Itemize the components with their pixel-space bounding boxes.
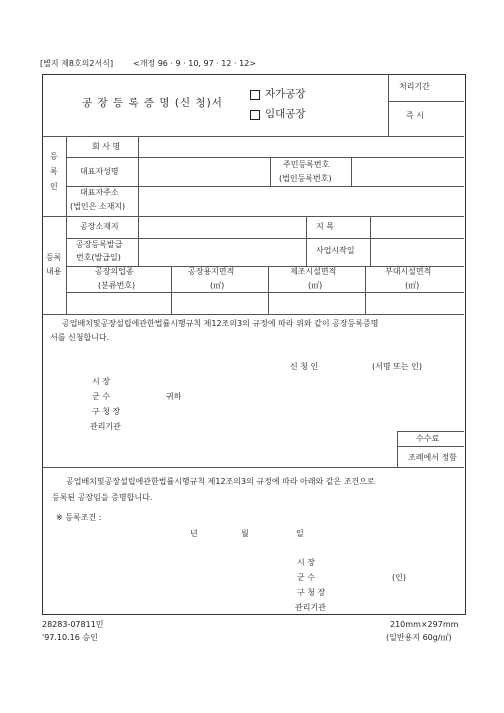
rep-name-label: 대표자성명 bbox=[80, 167, 119, 176]
authority-district: 구 청 장 bbox=[297, 588, 326, 597]
approval-date: '97.10.16 승인 bbox=[42, 633, 98, 642]
resident-no-label: 주민등록번호 bbox=[283, 160, 330, 169]
addressee-county: 군 수 bbox=[92, 392, 110, 401]
registrant-section-1: 등 bbox=[50, 152, 58, 161]
land-area-col-label: 공장용지면적 bbox=[188, 267, 235, 276]
self-owned-label: 자가공장 bbox=[265, 88, 306, 100]
industry-col-sub: (분류번호) bbox=[98, 281, 136, 290]
registrant-section-2: 록 bbox=[50, 167, 58, 176]
official-seal-label: (인) bbox=[392, 573, 406, 582]
registration-conditions-label: ※ 등록조건 : bbox=[56, 513, 102, 522]
land-category-label: 지 목 bbox=[316, 222, 334, 231]
signature-label: (서명 또는 인) bbox=[372, 362, 422, 371]
rep-address-label: 대표자주소 bbox=[80, 188, 119, 197]
ancillary-area-col-label: 부대시설면적 bbox=[385, 267, 432, 276]
processing-period-label: 처리기간 bbox=[399, 82, 430, 91]
certification-text-1: 공업배치및공장설립에관한법률시행규칙 제12조의3의 규정에 따라 아래와 같은 조건으로 bbox=[66, 477, 375, 486]
form-title: 공 장 등 록 증 명 (신 청)서 bbox=[82, 97, 223, 109]
registration-section-2: 내용 bbox=[46, 267, 62, 276]
industry-col-label: 공장의업종 bbox=[95, 267, 134, 276]
date-day-label: 일 bbox=[296, 529, 304, 538]
authority-agency: 관리기관 bbox=[295, 603, 326, 612]
applicant-label: 신 청 인 bbox=[290, 362, 319, 371]
date-year-label: 년 bbox=[190, 529, 198, 538]
addressee-district: 구 청 장 bbox=[92, 407, 121, 416]
land-area-col-sub: (㎡) bbox=[210, 281, 225, 290]
form-number: 28283-07811민 bbox=[42, 620, 104, 629]
reg-number-label-1: 공장등록발급 bbox=[76, 240, 123, 249]
manufacturing-area-col-label: 제조시설면적 bbox=[290, 267, 337, 276]
factory-location-label: 공장소재지 bbox=[80, 222, 119, 231]
application-text-1: 공업배치및공장설립에관한법률시행규칙 제12조의3의 규정에 따라 위와 같이 공장등록증명 bbox=[62, 319, 379, 328]
paper-size: 210mm×297mm bbox=[390, 620, 459, 629]
leased-label: 임대공장 bbox=[265, 108, 306, 120]
addressee-agency: 관리기관 bbox=[90, 422, 121, 431]
manufacturing-area-col-sub: (㎡) bbox=[308, 281, 323, 290]
registration-section-1: 등록 bbox=[46, 253, 62, 262]
leased-checkbox[interactable] bbox=[250, 110, 260, 120]
form-frame bbox=[42, 74, 466, 615]
company-name-label: 회 사 명 bbox=[92, 142, 121, 151]
application-text-2: 서를 신청합니다. bbox=[50, 333, 110, 342]
fee-value: 조례에서 정함 bbox=[408, 453, 457, 462]
authority-county: 군 수 bbox=[297, 573, 315, 582]
corp-location-label: (법인은 소재지) bbox=[70, 202, 126, 211]
honorific-label: 귀하 bbox=[166, 392, 182, 401]
self-owned-checkbox[interactable] bbox=[250, 90, 260, 100]
date-month-label: 월 bbox=[241, 529, 249, 538]
reg-number-label-2: 번호(발급일) bbox=[76, 253, 121, 262]
corp-no-label: (법인등록번호) bbox=[279, 174, 332, 183]
fee-label: 수수료 bbox=[416, 434, 440, 443]
addressee-mayor: 시 장 bbox=[92, 377, 110, 386]
ancillary-area-col-sub: (㎡) bbox=[405, 281, 420, 290]
processing-period-value: 즉 시 bbox=[406, 111, 424, 120]
registrant-section-3: 인 bbox=[50, 182, 58, 191]
authority-mayor: 시 장 bbox=[297, 558, 315, 567]
revision-note: <개정 96 · 9 · 10, 97 · 12 · 12> bbox=[133, 59, 256, 68]
form-annex-label: [별지 제8호의2서식] bbox=[40, 59, 114, 68]
paper-spec: (일반용지 60g/㎡) bbox=[386, 633, 452, 642]
start-date-label: 사업시작일 bbox=[316, 246, 355, 255]
certification-text-2: 등록된 공장임을 증명합니다. bbox=[52, 493, 153, 502]
